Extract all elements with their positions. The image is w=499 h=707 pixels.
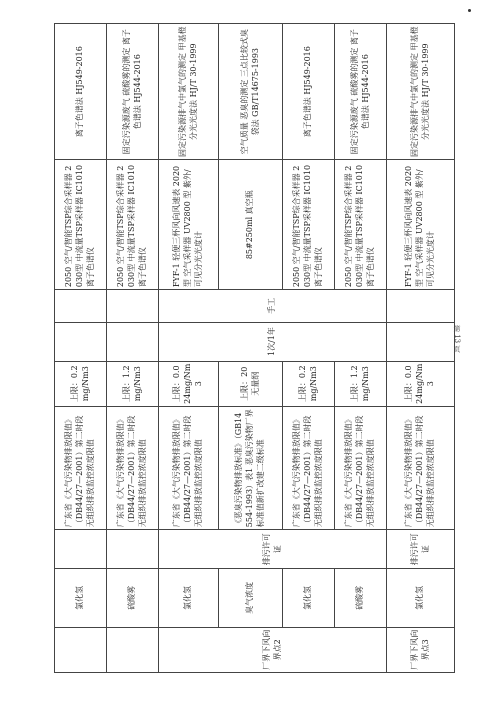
- limit-cell: 上限：0.024mg/Nm3: [159, 361, 219, 406]
- method-cell: 固定污染源排气中氯气的测定 甲基橙分光光度法 HJ/T 30-1999: [159, 24, 219, 160]
- freq-cell: 1次/1年: [159, 322, 387, 361]
- method-cell: 空气质量 恶臭的测定 三点比较式臭袋法 GB/T14675-1993: [219, 24, 283, 160]
- freq-cell: [387, 322, 455, 361]
- freq-cell: [55, 322, 107, 361]
- point-cell: 厂界下风向界点3: [387, 627, 455, 672]
- method-cell: 离子色谱法 HJ549-2016: [55, 24, 107, 160]
- permit-cell: [55, 530, 107, 569]
- permit-cell: 排污许可证: [387, 530, 455, 569]
- limit-cell: 上限：1.2mg/Nm3: [107, 361, 159, 406]
- pollutant-cell: 臭气浓度: [219, 569, 283, 627]
- pollutant-cell: 氯化氢: [283, 569, 335, 627]
- table-row: [387, 24, 455, 673]
- pollutant-cell: 硫酸雾: [107, 569, 159, 627]
- method-cell: 固定污染源废气 硫酸雾的测定 离子色谱法 HJ544-2016: [107, 24, 159, 160]
- instrument-cell: 2050 空气/智能TSP综合采样器 2030型 中流量TSP采样器 IC1010 离子色谱仪: [283, 160, 335, 290]
- standard-cell: 广东省《大气污染物排放限值》（DB44/27—2001）第二时段无组织排放监控浓度限值: [387, 406, 455, 529]
- pollutant-cell: 氯化氢: [159, 569, 219, 627]
- limit-cell: 上限：1.2mg/Nm3: [335, 361, 387, 406]
- pollutant-cell: 氯化氢: [387, 569, 455, 627]
- table-row: [107, 24, 159, 673]
- mode-cell: 手工: [159, 290, 387, 322]
- rotated-table-wrapper: [54, 23, 454, 673]
- monitoring-table: [54, 23, 455, 673]
- mode-cell: [387, 290, 455, 322]
- table-row: [159, 24, 219, 673]
- permit-cell: [107, 530, 159, 569]
- standard-cell: 广东省《大气污染物排放限值》（DB44/27—2001）第二时段无组织排放监控浓度限值: [283, 406, 335, 529]
- standard-cell: 广东省《大气污染物排放限值》（DB44/27—2001）第二时段无组织排放监控浓度限值: [159, 406, 219, 529]
- standard-cell: 广东省《大气污染物排放限值》（DB44/27—2001）第二时段无组织排放监控浓度限值: [55, 406, 107, 529]
- table-row: [55, 24, 107, 673]
- instrument-cell: 2050 空气/智能TSP综合采样器 2030型 中流量TSP采样器 IC1010 离子色谱仪: [107, 160, 159, 290]
- standard-cell: 《恶臭污染物排放标准》（GB14554-1993）表1 恶臭污染物厂界标准值新扩改建二级标准: [219, 406, 283, 529]
- standard-cell: 广东省《大气污染物排放限值》（DB44/27—2001）第二时段无组织排放监控浓度限值: [335, 406, 387, 529]
- pollutant-cell: 氯化氢: [55, 569, 107, 627]
- permit-cell: 排污许可证: [159, 530, 387, 569]
- limit-cell: 上限：0.2mg/Nm3: [55, 361, 107, 406]
- limit-cell: 上限：20无量纲: [219, 361, 283, 406]
- mode-cell: [55, 290, 107, 322]
- point-cell: 厂界下风向界点2: [159, 627, 387, 672]
- method-cell: 固定污染源排气中氯气的测定 甲基橙分光光度法 HJ/T 30-1999: [387, 24, 455, 160]
- standard-cell: 广东省《大气污染物排放限值》（DB44/27—2001）第二时段无组织排放监控浓度限值: [107, 406, 159, 529]
- corner-mark: [468, 9, 471, 12]
- mode-cell: [107, 290, 159, 322]
- instrument-cell: 85#250ml 真空瓶: [219, 160, 283, 290]
- point-cell: [55, 627, 107, 672]
- limit-cell: 上限：0.024mg/Nm3: [387, 361, 455, 406]
- freq-cell: [107, 322, 159, 361]
- limit-cell: 上限：0.2mg/Nm3: [283, 361, 335, 406]
- instrument-cell: FYF-1 轻便三杯风向风速表 2020型 空气采样器 UV2800 型 紫外/可见分光光度计: [387, 160, 455, 290]
- instrument-cell: FYF-1 轻便三杯风向风速表 2020型 空气采样器 UV2800 型 紫外/可见分光光度计: [159, 160, 219, 290]
- instrument-cell: 2050 空气/智能TSP综合采样器 2030型 中流量TSP采样器 IC1010 离子色谱仪: [55, 160, 107, 290]
- instrument-cell: 2050 空气/智能TSP综合采样器 2030型 中流量TSP采样器 IC1010 离子色谱仪: [335, 160, 387, 290]
- method-cell: 固定污染源废气 硫酸雾的测定 离子色谱法 HJ544-2016: [335, 24, 387, 160]
- pollutant-cell: 硫酸雾: [335, 569, 387, 627]
- point-cell: [107, 627, 159, 672]
- method-cell: 离子色谱法 HJ549-2016: [283, 24, 335, 160]
- page-number: 第 13 页: [453, 325, 461, 353]
